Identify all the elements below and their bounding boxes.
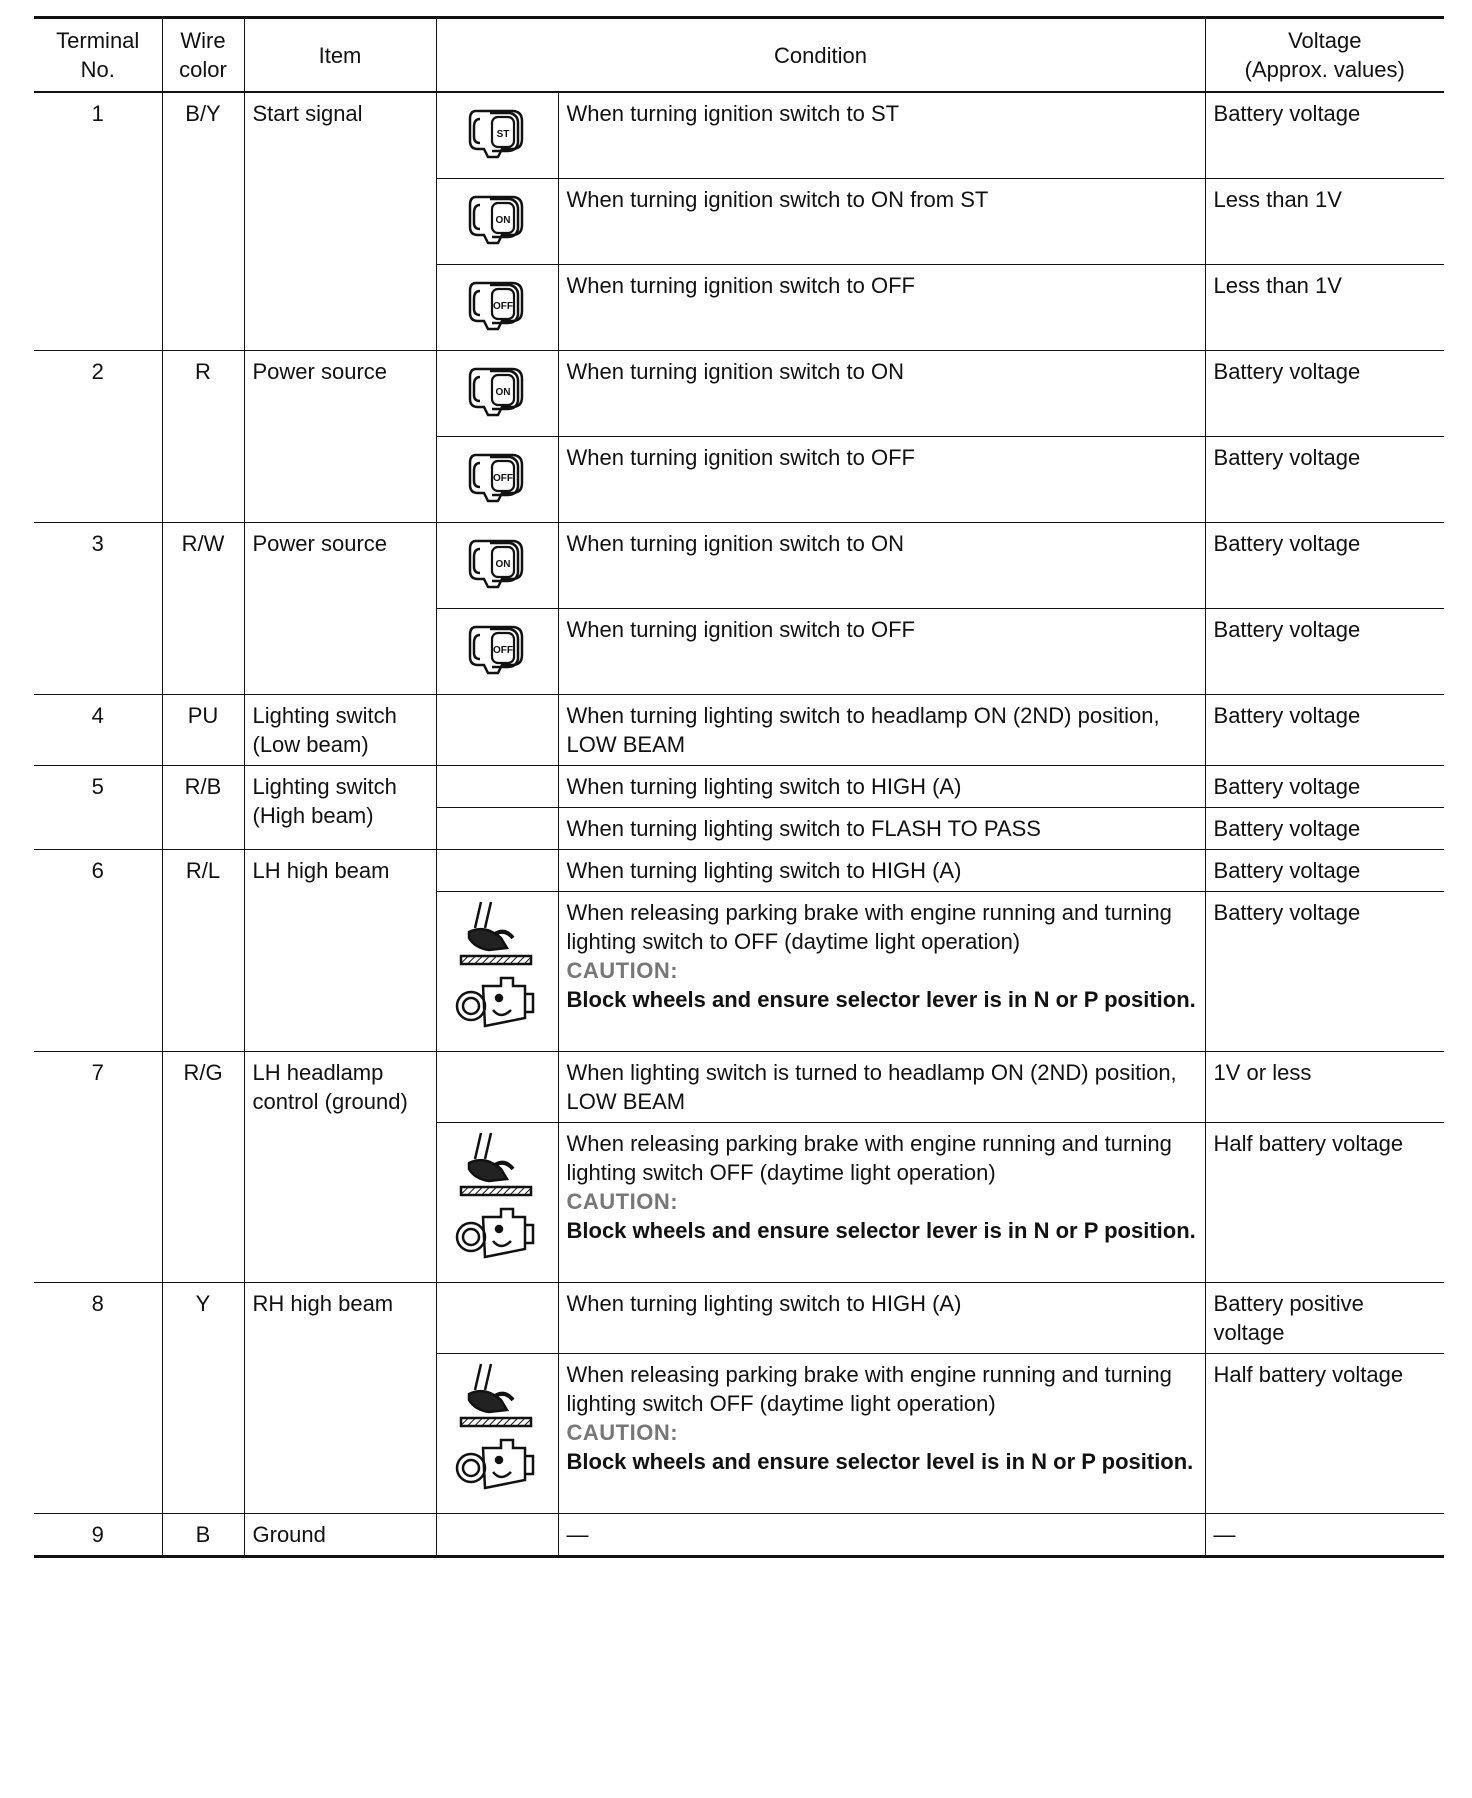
caution-title: CAUTION: [566,1189,679,1214]
terminal-table-body [34,92,1444,1557]
terminal-number-cell: 7 [34,1052,162,1283]
wire-color-cell: PU [162,695,244,766]
condition-icon-cell [436,1123,558,1283]
voltage-cell: Battery voltage [1205,523,1444,609]
header-terminal-line2: No. [80,57,115,82]
item-cell: Lighting switch (High beam) [244,766,436,850]
voltage-cell: — [1205,1514,1444,1557]
engine-running-icon [457,1209,533,1257]
item-cell: LH high beam [244,850,436,1052]
parking-brake-icon [461,1364,531,1426]
voltage-cell: Battery voltage [1205,892,1444,1052]
header-wire-line1: Wire [180,28,226,53]
voltage-cell: Battery voltage [1205,695,1444,766]
terminal-number-cell: 1 [34,92,162,351]
item-cell: Ground [244,1514,436,1557]
wire-color-cell: R/B [162,766,244,850]
condition-text: When turning lighting switch to HIGH (A) [566,858,962,883]
voltage-cell: Half battery voltage [1205,1354,1444,1514]
item-cell: Power source [244,351,436,523]
key-label: ON [495,387,511,398]
header-terminal-line1: Terminal [56,28,140,53]
condition-text-cell [558,766,1205,808]
condition-text-cell [558,892,1205,1052]
condition-text-cell [558,1052,1205,1123]
parking-brake-icon [461,902,531,964]
condition-text-cell [558,179,1205,265]
voltage-cell: Less than 1V [1205,179,1444,265]
ignition-key-on-icon [462,215,532,256]
condition-text-cell [558,1123,1205,1283]
ignition-key-on-icon [462,559,532,600]
table-row [34,351,1444,437]
condition-text: When turning lighting switch to headlamp ON (2ND) position, LOW BEAM [566,703,1160,757]
condition-icon-cell [436,808,558,850]
voltage-cell: 1V or less [1205,1052,1444,1123]
header-terminal [34,18,162,93]
wire-color-cell: B/Y [162,92,244,351]
voltage-cell: Battery voltage [1205,850,1444,892]
table-row [34,766,1444,808]
condition-text: When turning lighting switch to HIGH (A) [566,774,962,799]
condition-text-cell [558,1354,1205,1514]
ignition-key-off-icon [462,473,532,514]
table-row [34,1514,1444,1557]
condition-text-cell [558,265,1205,351]
key-label: OFF [493,473,513,484]
caution-title: CAUTION: [566,958,679,983]
condition-text: — [566,1522,589,1547]
header-item: Item [244,18,436,93]
engine-running-icon [457,1440,533,1488]
terminal-number-cell: 8 [34,1283,162,1514]
terminal-number-cell: 3 [34,523,162,695]
condition-text-cell [558,437,1205,523]
voltage-cell: Battery voltage [1205,92,1444,179]
terminal-number-cell: 9 [34,1514,162,1557]
voltage-cell: Battery voltage [1205,766,1444,808]
item-cell: LH headlamp control (ground) [244,1052,436,1283]
voltage-cell: Less than 1V [1205,265,1444,351]
parking-brake-engine-icon [455,1249,539,1274]
table-row [34,1052,1444,1123]
terminal-number-cell: 5 [34,766,162,850]
key-label: ST [496,129,510,140]
key-label: OFF [493,301,513,312]
terminal-number-cell: 4 [34,695,162,766]
voltage-cell: Battery voltage [1205,609,1444,695]
key-label: OFF [493,645,513,656]
condition-text: When turning lighting switch to FLASH TO PASS [566,816,1041,841]
condition-text-cell [558,92,1205,179]
wire-color-cell: B [162,1514,244,1557]
caution-text: Block wheels and ensure selector lever is in N or P position. [566,987,1196,1012]
wire-color-cell: R/G [162,1052,244,1283]
condition-text: When turning ignition switch to ST [566,101,900,126]
item-cell: Power source [244,523,436,695]
condition-icon-cell [436,766,558,808]
wire-color-cell: R/L [162,850,244,1052]
condition-icon-cell [436,92,558,179]
terminal-table-sheet [34,16,1444,1558]
condition-text-cell [558,808,1205,850]
header-voltage [1205,18,1444,93]
condition-text: When releasing parking brake with engine running and turning lighting switch OFF (daytime light operation) [566,1362,1172,1416]
condition-text: When turning lighting switch to HIGH (A) [566,1291,962,1316]
condition-icon-cell [436,609,558,695]
ignition-key-off-icon [462,645,532,686]
wire-color-cell: Y [162,1283,244,1514]
wire-color-cell: R [162,351,244,523]
voltage-cell: Battery voltage [1205,351,1444,437]
header-wire-line2: color [179,57,227,82]
condition-text-cell [558,351,1205,437]
wire-color-cell: R/W [162,523,244,695]
parking-brake-engine-icon [455,1480,539,1505]
condition-text-cell [558,850,1205,892]
condition-text: When lighting switch is turned to headlamp ON (2ND) position, LOW BEAM [566,1060,1177,1114]
table-row [34,1283,1444,1354]
condition-text: When turning ignition switch to ON from ST [566,187,989,212]
condition-text-cell [558,695,1205,766]
terminal-number-cell: 6 [34,850,162,1052]
condition-text: When turning ignition switch to ON [566,531,904,556]
terminal-number-cell: 2 [34,351,162,523]
voltage-cell: Half battery voltage [1205,1123,1444,1283]
caution-text: Block wheels and ensure selector lever is in N or P position. [566,1218,1196,1243]
header-voltage-line1: Voltage [1288,28,1362,53]
table-row [34,695,1444,766]
condition-icon-cell [436,1354,558,1514]
condition-icon-cell [436,1052,558,1123]
condition-icon-cell [436,437,558,523]
condition-text: When turning ignition switch to OFF [566,617,915,642]
table-row [34,523,1444,609]
item-cell: Lighting switch (Low beam) [244,695,436,766]
condition-icon-cell [436,351,558,437]
condition-icon-cell [436,1283,558,1354]
condition-text-cell [558,609,1205,695]
parking-brake-engine-icon [455,1018,539,1043]
header-row [34,18,1444,93]
condition-text-cell [558,523,1205,609]
condition-text-cell [558,1514,1205,1557]
condition-text: When releasing parking brake with engine running and turning lighting switch to OFF (daytime light operation) [566,900,1172,954]
caution-text: Block wheels and ensure selector level is in N or P position. [566,1449,1194,1474]
voltage-cell: Battery positive voltage [1205,1283,1444,1354]
caution-title: CAUTION: [566,1420,679,1445]
condition-icon-cell [436,695,558,766]
condition-text-cell [558,1283,1205,1354]
condition-icon-cell [436,179,558,265]
table-row [34,850,1444,892]
header-voltage-line2: (Approx. values) [1244,57,1405,82]
ignition-key-st-icon [462,129,532,170]
item-cell: RH high beam [244,1283,436,1514]
condition-icon-cell [436,892,558,1052]
condition-text: When turning ignition switch to OFF [566,445,915,470]
condition-text: When releasing parking brake with engine running and turning lighting switch OFF (daytime light operation) [566,1131,1172,1185]
condition-icon-cell [436,523,558,609]
voltage-cell: Battery voltage [1205,437,1444,523]
condition-icon-cell [436,850,558,892]
condition-text: When turning ignition switch to ON [566,359,904,384]
engine-running-icon [457,978,533,1026]
terminal-table [34,16,1444,1558]
condition-icon-cell [436,265,558,351]
header-wire-color [162,18,244,93]
table-row [34,92,1444,179]
parking-brake-icon [461,1133,531,1195]
header-condition: Condition [436,18,1205,93]
condition-text: When turning ignition switch to OFF [566,273,915,298]
voltage-cell: Battery voltage [1205,808,1444,850]
ignition-key-on-icon [462,387,532,428]
key-label: ON [495,559,511,570]
ignition-key-off-icon [462,301,532,342]
condition-icon-cell [436,1514,558,1557]
key-label: ON [495,215,511,226]
item-cell: Start signal [244,92,436,351]
